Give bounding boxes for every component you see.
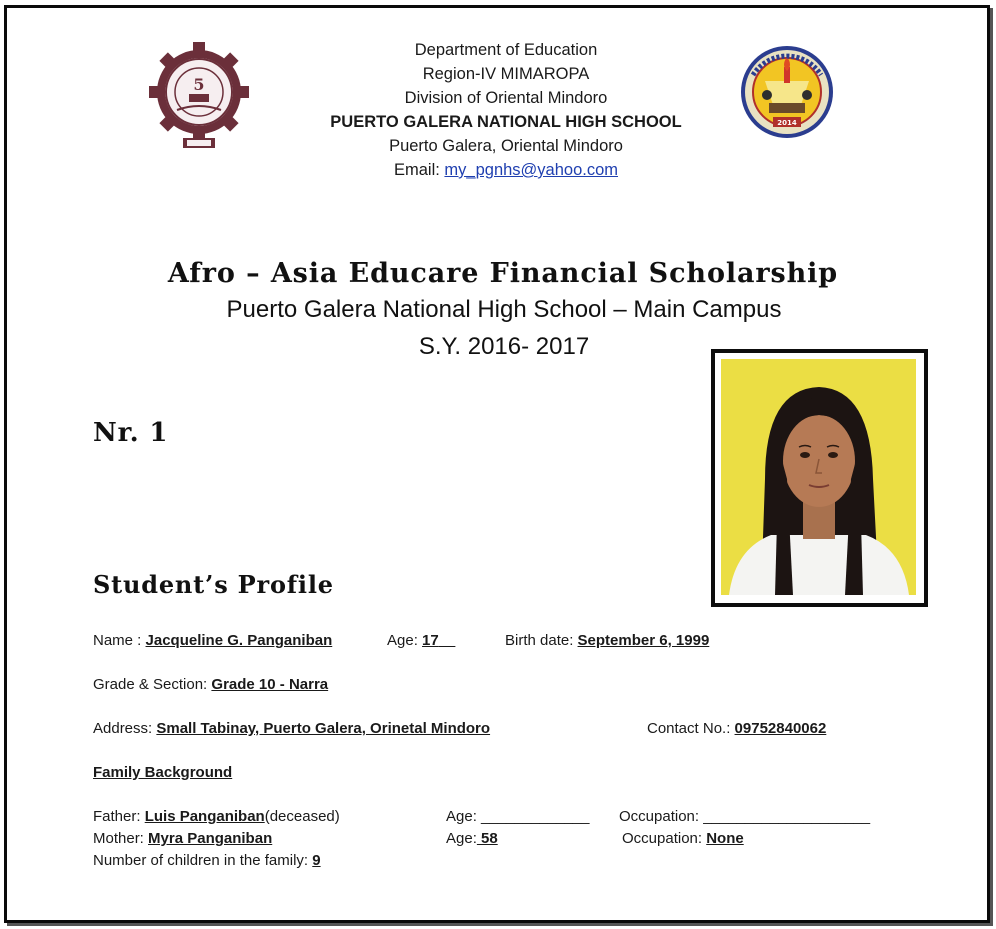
mother-value: Myra Panganiban: [148, 830, 273, 847]
document-title: Afro – Asia Educare Financial Scholarship: [167, 258, 839, 289]
scholar-number: Nr. 1: [93, 418, 169, 448]
profile-heading: Student’s Profile: [93, 570, 334, 599]
name-value: Jacqueline G. Panganiban: [145, 632, 333, 649]
school-year: S.Y. 2016- 2017: [418, 333, 590, 360]
address-field: [93, 720, 490, 737]
svg-text:5: 5: [193, 75, 205, 94]
contact-field: [647, 720, 826, 737]
birthdate-field: [505, 632, 709, 649]
father-note: (deceased): [264, 808, 340, 825]
region-line: Region-IV MIMAROPA: [422, 65, 590, 83]
age-field: [387, 632, 455, 649]
mother-occupation-value: None: [706, 830, 744, 847]
email-label: Email:: [393, 161, 440, 179]
address-value: Small Tabinay, Puerto Galera, Orinetal Mindoro: [156, 720, 491, 737]
name-label: Name :: [93, 632, 142, 649]
mother-age-label: Age:: [446, 830, 477, 847]
age-label: Age:: [387, 632, 418, 649]
student-photo: [721, 359, 918, 597]
mother-occupation-field: [622, 830, 744, 847]
email-line: [8, 158, 996, 182]
department-line: Department of Education: [414, 41, 598, 59]
letterhead: [8, 38, 996, 182]
mother-age-field: [446, 830, 498, 847]
campus-subtitle: Puerto Galera National High School – Main Campus: [226, 296, 782, 323]
birthdate-label: Birth date:: [505, 632, 574, 649]
mother-age-value: 58: [476, 830, 498, 847]
children-field: [93, 852, 321, 869]
grade-label: Grade & Section:: [93, 676, 208, 693]
family-heading-text: Family Background: [93, 764, 233, 781]
father-occupation-value: ____________________: [703, 808, 871, 825]
student-photo-frame: [711, 349, 928, 607]
division-line: Division of Oriental Mindoro: [404, 89, 608, 107]
contact-label: Contact No.:: [647, 720, 731, 737]
father-field: [93, 808, 340, 825]
father-age-field: [446, 808, 589, 825]
father-occupation-field: [619, 808, 870, 825]
children-value: 9: [312, 852, 321, 869]
mother-field: [93, 830, 272, 847]
birthdate-value: September 6, 1999: [577, 632, 710, 649]
children-label: Number of children in the family:: [93, 852, 309, 869]
name-field: [93, 632, 332, 649]
age-blank: [439, 632, 456, 649]
svg-text:2014: 2014: [777, 119, 797, 127]
mother-occupation-label: Occupation:: [622, 830, 703, 847]
father-value: Luis Panganiban: [144, 808, 265, 825]
father-occupation-label: Occupation:: [619, 808, 700, 825]
father-age-value: _____________: [481, 808, 590, 825]
father-age-label: Age:: [446, 808, 477, 825]
father-label: Father:: [93, 808, 141, 825]
address-line: Puerto Galera, Oriental Mindoro: [389, 137, 623, 155]
grade-field: [93, 676, 328, 693]
family-heading: [93, 764, 232, 781]
email-link[interactable]: my_pgnhs@yahoo.com: [444, 161, 619, 179]
age-value: 17: [422, 632, 439, 649]
mother-label: Mother:: [93, 830, 144, 847]
school-name: PUERTO GALERA NATIONAL HIGH SCHOOL: [330, 113, 682, 131]
grade-value: Grade 10 - Narra: [211, 676, 329, 693]
address-label: Address:: [93, 720, 153, 737]
contact-value: 09752840062: [734, 720, 827, 737]
